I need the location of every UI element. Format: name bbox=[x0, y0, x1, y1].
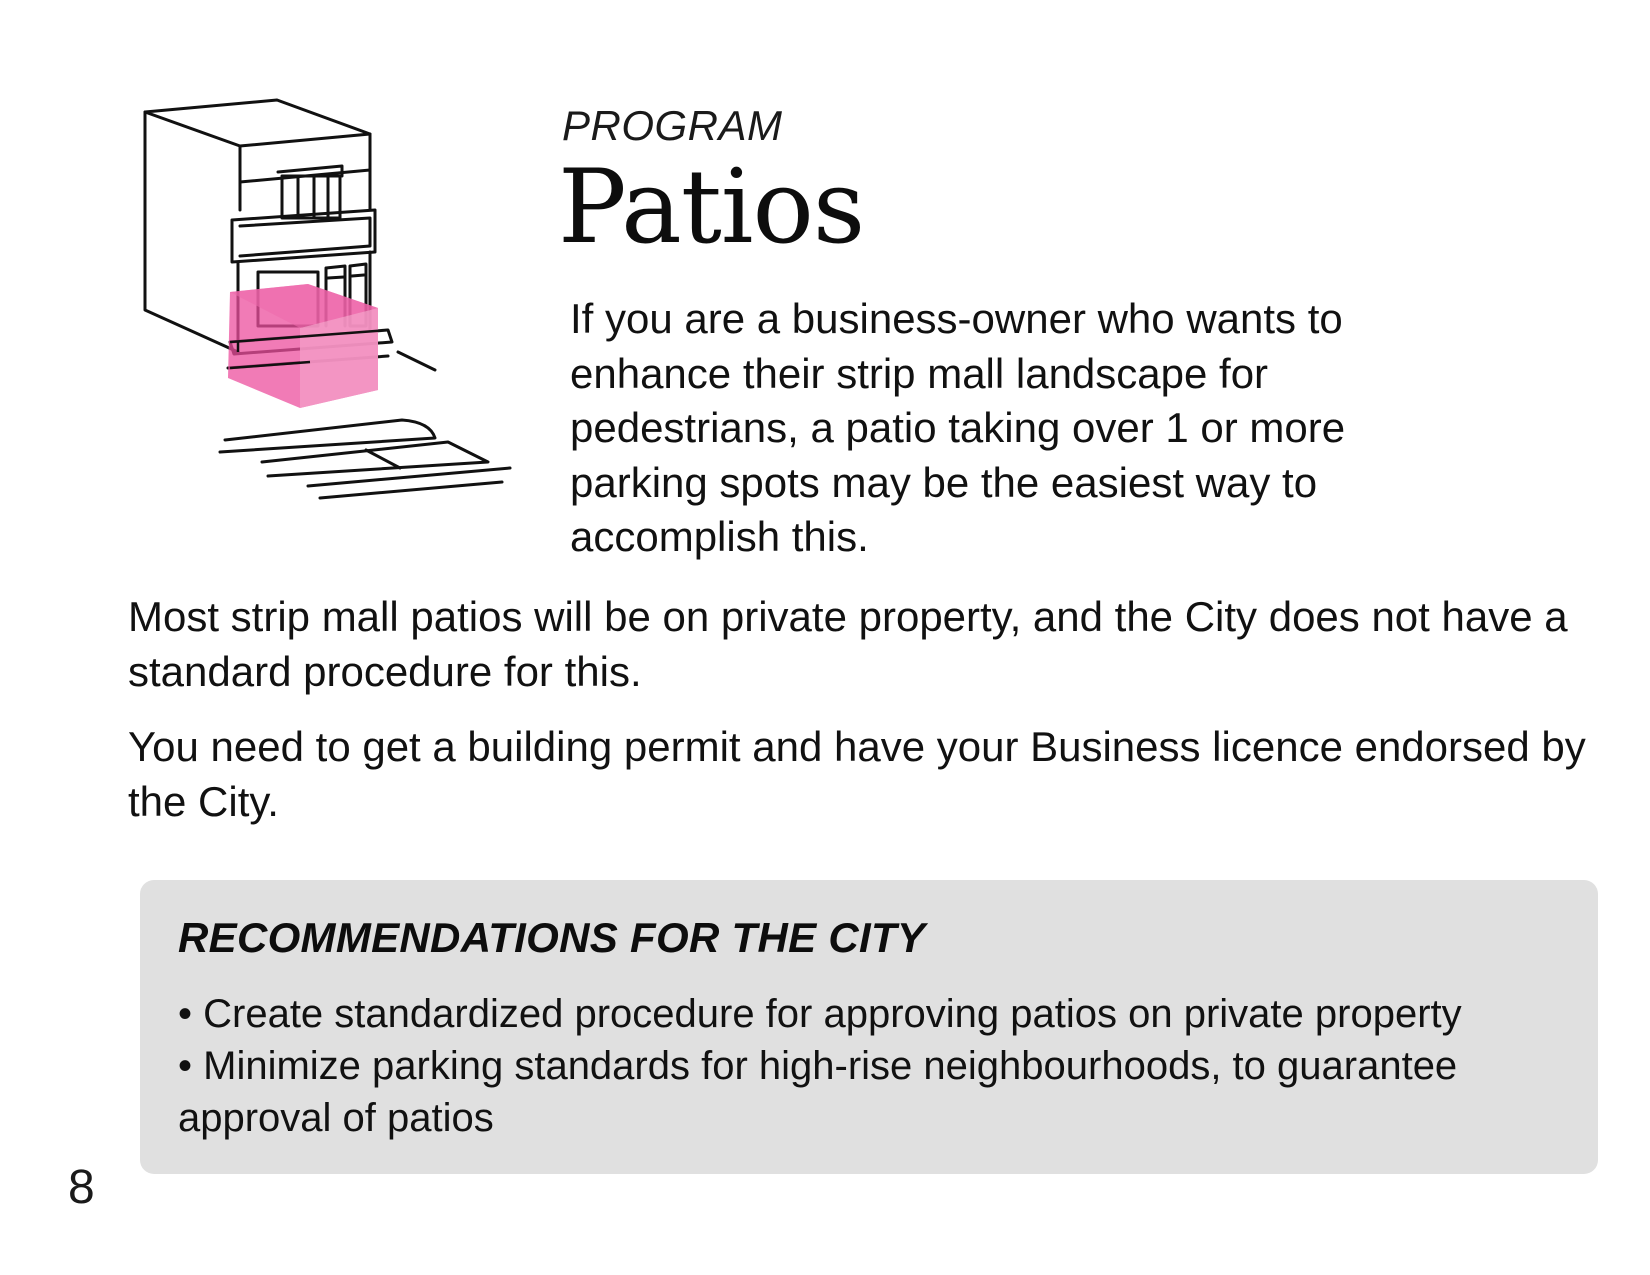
recommendation-item: • Create standardized procedure for approving patios on private property bbox=[178, 992, 1462, 1036]
page-title: Patios bbox=[558, 148, 865, 267]
recommendation-item: • Minimize parking standards for high-rise neighbourhoods, to guarantee approval of patios bbox=[178, 1044, 1458, 1140]
recommendations-heading: RECOMMENDATIONS FOR THE CITY bbox=[178, 914, 926, 961]
intro-paragraph: If you are a business-owner who wants to enhance their strip mall landscape for pedestrians, a patio taking over 1 or more parking spots may be the easiest way to accomplish this. bbox=[570, 295, 1346, 560]
section-kicker: PROGRAM bbox=[562, 102, 783, 149]
body-paragraph-private-property: Most strip mall patios will be on private property, and the City does not have a standard procedure for this. bbox=[128, 593, 1568, 695]
recommendations-list bbox=[178, 988, 1583, 1144]
body-paragraph-permit: You need to get a building permit and have your Business licence endorsed by the City. bbox=[128, 723, 1586, 825]
storefront-patio-illustration bbox=[130, 90, 550, 530]
recommendations-box bbox=[140, 880, 1598, 1174]
page-number: 8 bbox=[68, 1161, 95, 1214]
